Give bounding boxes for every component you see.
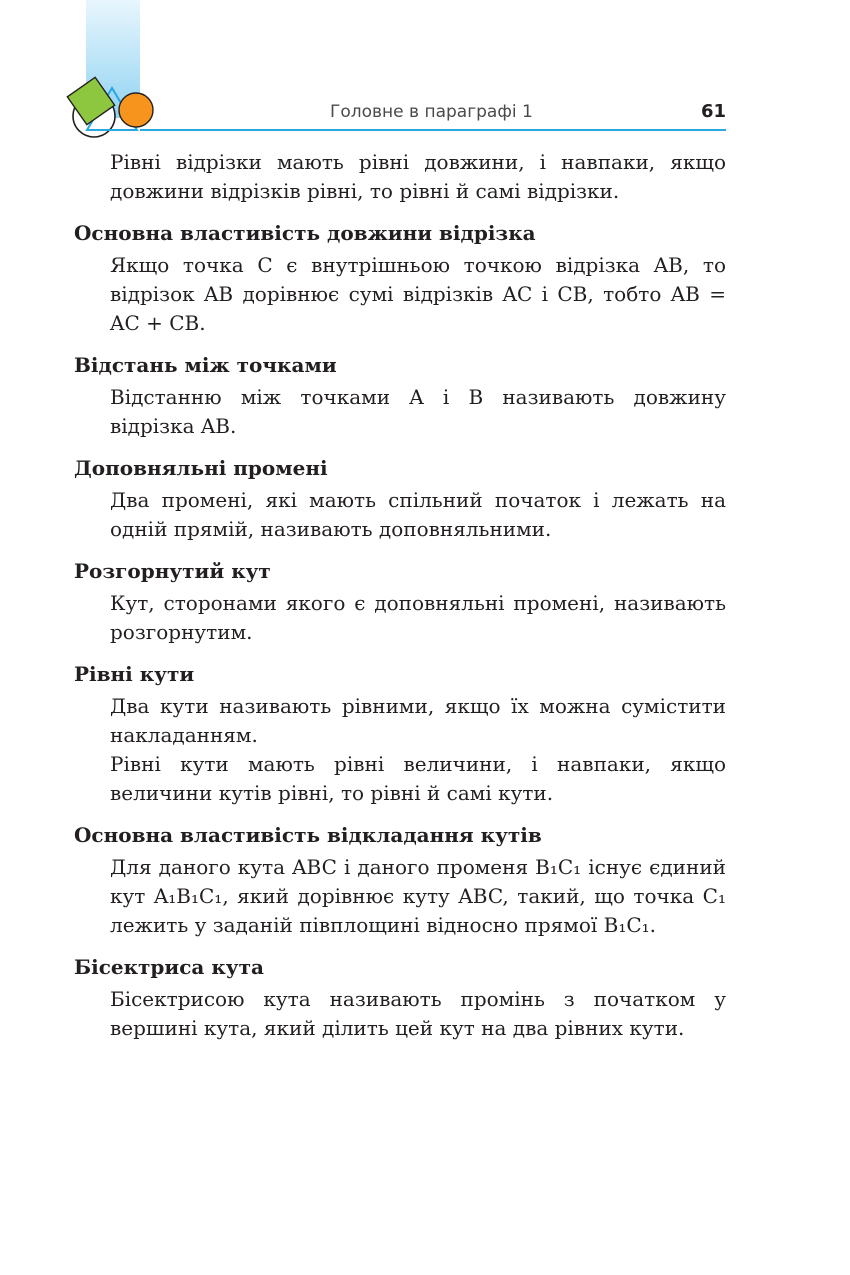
- section-text: Два промені, які мають спільний початок і лежать на одній прямій, називають доповняльними.: [110, 488, 726, 541]
- section-text: Якщо точка C є внутрішньою точкою відрізка AB, то відрізок AB дорівнює сумі відрізків AC і CB, тобто AB = AC + CB.: [110, 253, 726, 335]
- section-heading: Відстань між точками: [74, 353, 337, 377]
- section-text: Бісектрисою кута називають промінь з початком у вершині кута, який ділить цей кут на два рівних кути.: [110, 987, 726, 1040]
- section-heading: Основна властивість відкладання кутів: [74, 823, 542, 847]
- section-text: Відстанню між точками A і B називають довжину відрізка AB.: [110, 385, 726, 438]
- section-heading: Доповняльні промені: [74, 456, 328, 480]
- page-content: [74, 148, 726, 1043]
- section-heading: Розгорнутий кут: [74, 559, 271, 583]
- section-heading: Основна властивість довжини відрізка: [74, 221, 536, 245]
- section-text: Рівні відрізки мають рівні довжини, і навпаки, якщо довжини відрізків рівні, то рівні й самі відрізки.: [110, 150, 726, 203]
- header-rule: [140, 129, 726, 131]
- section-text: Два кути називають рівними, якщо їх можна сумістити накладанням.: [110, 694, 726, 747]
- page-number: 61: [700, 101, 726, 122]
- section-heading: Бісектриса кута: [74, 955, 264, 979]
- section-text: Кут, сторонами якого є доповняльні промені, називають розгорнутим.: [110, 591, 726, 644]
- section-text: Рівні кути мають рівні величини, і навпаки, якщо величини кутів рівні, то рівні й самі кути.: [110, 752, 726, 805]
- section-heading: Рівні кути: [74, 662, 195, 686]
- section-text: Для даного кута ABC і даного променя B₁C₁ існує єдиний кут A₁B₁C₁, який дорівнює куту ABC, такий, що точка C₁ лежить у заданій півплощині відносно прямої B₁C₁.: [110, 855, 726, 937]
- geometry-logo-icon: [62, 74, 162, 144]
- running-header: Головне в параграфі 1: [330, 102, 533, 122]
